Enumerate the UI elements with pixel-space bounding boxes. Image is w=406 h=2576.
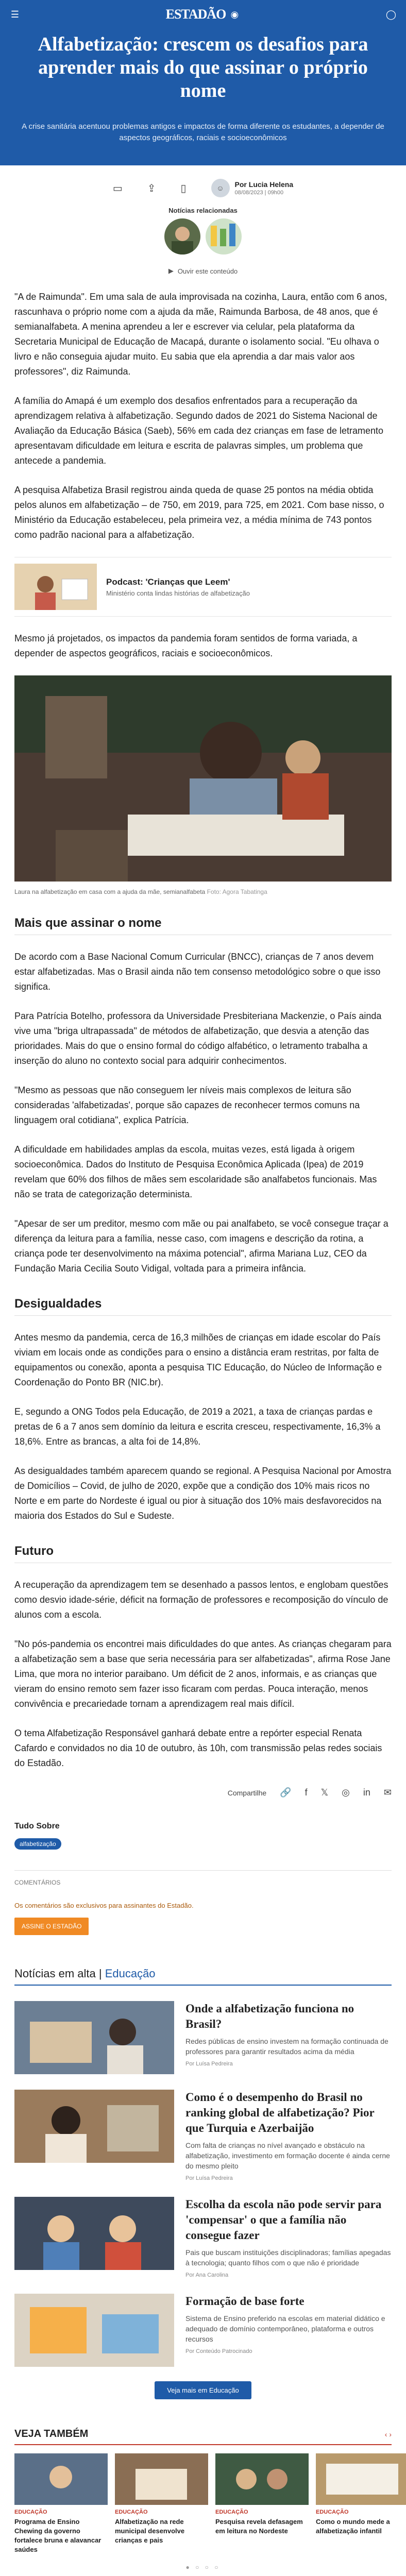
- share-icon[interactable]: ⇪: [147, 182, 156, 194]
- news-desc: Sistema de Ensino preferido na escolas em material didático e adequado de domínio contemporâneo, plataforma e outros recursos: [185, 2314, 385, 2343]
- see-also-title: VEJA TAMBÉM: [14, 2428, 89, 2439]
- card-image: [14, 2453, 108, 2505]
- news-desc: Redes públicas de ensino investem na formação continuada de professores para garantir resultados acima da média: [185, 2037, 388, 2056]
- article-image: [14, 675, 392, 884]
- news-title-prefix: Notícias em alta: [14, 1967, 96, 1980]
- card-tag: EDUCAÇÃO: [316, 2509, 349, 2515]
- news-meta: Por Luísa Pedreira: [185, 2061, 233, 2067]
- news-meta: Por Luísa Pedreira: [185, 2175, 233, 2181]
- tag-chip[interactable]: alfabetização: [14, 1838, 61, 1850]
- author: [211, 179, 294, 197]
- promo-image: [14, 564, 97, 610]
- paragraph: Para Patrícia Botelho, professora da Universidade Presbiteriana Mackenzie, o País ainda vive uma "briga ultrapassada" de métodos de alfabetização, que desvia a atenção das prioridades. Mais do que o ensino formal do código alfabético, o letramento trabalha a inserção do aluno no contexto social para adquirir conhecimentos.: [14, 1011, 382, 1066]
- news-item[interactable]: [14, 2197, 392, 2278]
- card-tag: EDUCAÇÃO: [115, 2509, 148, 2515]
- paragraph: A pesquisa Alfabetiza Brasil registrou ainda queda de quase 25 pontos na média obtida pelos alunos em alfabetização – de 750, em 2019, para 725, em 2021. Com base nisso, o Ministério da Educação estabeleceu, pela primeira vez, a média mínima de 743 pontos como padrão nacional para a alfabetização.: [14, 485, 384, 540]
- logo-text: ESTADÃO: [165, 7, 226, 22]
- news-title-sep: |: [95, 1967, 105, 1980]
- section-heading: Mais que assinar o nome: [14, 916, 392, 935]
- card-image: [115, 2453, 208, 2505]
- linkedin-icon[interactable]: in: [363, 1787, 370, 1798]
- related-image[interactable]: [164, 218, 200, 255]
- paragraph: "Mesmo as pessoas que não conseguem ler níveis mais complexos de leitura são consideradas 'alfabetizadas', porque são capazes de reconhecer termos comuns na linguagem oral cotidiana", explica Patrícia.: [14, 1085, 360, 1125]
- news-thumb: [14, 2090, 174, 2163]
- paragraph: A recuperação da aprendizagem tem se desenhado a passos lentos, e englobam questões como desvio idade-série, déficit na formação de professores e recomposição do vínculo de alunos com a escola.: [14, 1580, 388, 1620]
- e-icon: ◉: [230, 9, 239, 20]
- comments-note: Os comentários são exclusivos para assinantes do Estadão.: [14, 1902, 194, 1909]
- see-also: [14, 2428, 392, 2571]
- card-text: Como o mundo mede a alfabetização infantil: [316, 2518, 390, 2535]
- see-also-card[interactable]: [14, 2453, 108, 2554]
- news-title: Como é o desempenho do Brasil no ranking global de alfabetização? Pior que Turquia e Azerbaijão: [185, 2091, 375, 2134]
- related-image[interactable]: [206, 218, 242, 255]
- section-heading: Desigualdades: [14, 1297, 392, 1316]
- news-section-title: [14, 1967, 392, 1986]
- news-thumb: [14, 2294, 174, 2367]
- comments: [14, 1870, 392, 1935]
- logo[interactable]: [166, 7, 241, 22]
- paragraph: A família do Amapá é um exemplo dos desafios enfrentados para a recuperação da aprendizagem relativa à alfabetização. Segundo dados de 2021 do Sistema Nacional de Avaliação da Educação Básica (Saeb), 56% em cada dez crianças em fase de letramento apresentavam dificuldade em leitura e escrita de palavras simples, um problema que antecede a pandemia.: [14, 396, 384, 466]
- meta-bar: [0, 165, 406, 200]
- news-desc: Pais que buscam instituições disciplinadoras; famílias apegadas à tecnologia; quanto filhos com o que não é prioridade: [185, 2248, 391, 2267]
- paragraph: E, segundo a ONG Todos pela Educação, de 2019 a 2021, a taxa de crianças pardas e pretas de 6 a 7 anos sem domínio da leitura e escrita cresceu, respectivamente, 16,3% a 18,6%. Entre as brancas, a alta foi de 14,8%.: [14, 1406, 381, 1447]
- share-bar: [14, 1787, 392, 1798]
- email-icon[interactable]: ✉: [383, 1787, 392, 1798]
- avatar: ☺: [211, 179, 230, 197]
- paragraph: Antes mesmo da pandemia, cerca de 16,3 milhões de crianças em idade escolar do País viviam em locais onde as condições para o ensino a distância eram restritas, por falta de equipamentos ou conexão, aponta a pesquisa TIC Educação, do Núcleo de Informação e Coordenação do Ponto BR (NIC.br).: [14, 1332, 382, 1387]
- tags-title: Tudo Sobre: [14, 1822, 60, 1831]
- user-icon[interactable]: ◯: [385, 9, 397, 20]
- card-text: Pesquisa revela defasagem em leitura no Nordeste: [215, 2518, 303, 2535]
- hero: [0, 29, 406, 165]
- paragraph: "Apesar de ser um preditor, mesmo com mãe ou pai analfabeto, se você consegue traçar a diferença da leitura para a família, nesse caso, com imagens e descrição da rotina, a criança pode ter desenvolvimento na máxima potencial", afirma Mariana Luz, CEO da Fundação Maria Cecilia Souto Vidigal, voltada para a primeira infância.: [14, 1218, 388, 1274]
- tags: [14, 1822, 392, 1850]
- news-thumb: [14, 2001, 174, 2074]
- paragraph: De acordo com a Base Nacional Comum Curricular (BNCC), crianças de 7 anos devem estar alfabetizadas. Mas o Brasil ainda não tem consenso metodológico sobre o que isso significa.: [14, 952, 381, 992]
- news-item[interactable]: [14, 2090, 392, 2181]
- card-text: Programa de Ensino Chewing da governo fortalece bruna e alavancar saúdes: [14, 2518, 102, 2553]
- author-name: Por Lucia Helena: [234, 180, 294, 189]
- link-icon[interactable]: 🔗: [280, 1787, 292, 1798]
- news-title: Escolha da escola não pode servir para 'compensar' o que a família não consegue fazer: [185, 2198, 382, 2242]
- news-item[interactable]: [14, 2001, 392, 2074]
- caption-credit: Foto: Agora Tabatinga: [207, 888, 267, 895]
- play-icon: ▶: [168, 267, 174, 275]
- author-date: 08/08/2023 | 09h00: [234, 190, 284, 196]
- bookmark-icon[interactable]: ▯: [180, 182, 187, 194]
- related-title: Notícias relacionadas: [168, 207, 238, 214]
- news-title: Onde a alfabetização funciona no Brasil?: [185, 2002, 354, 2030]
- whatsapp-icon[interactable]: ◎: [342, 1787, 350, 1798]
- twitter-icon[interactable]: 𝕏: [320, 1787, 329, 1798]
- top-bar: [0, 0, 406, 29]
- more-news-button[interactable]: Veja mais em Educação: [155, 2381, 251, 2399]
- paragraph: "A de Raimunda". Em uma sala de aula improvisada na cozinha, Laura, então com 6 anos, rascunhava o próprio nome com a ajuda da mãe, Raimunda Barbosa, de 48 anos, que é semianalfabeta. A menina aprendeu a ler e escrever via celular, pela plataforma da Secretaria Municipal de Educação de Macapá, durante o isolamento social. "Eu olhava o livro e não conseguia ajudar muito. Eu sabia que ela aprendia a dar mais valor aos professores", diz Raimunda.: [14, 292, 387, 377]
- share-label: Compartilhe: [227, 1788, 267, 1797]
- card-text: Alfabetização na rede municipal desenvolve crianças e pais: [115, 2518, 185, 2544]
- paragraph: O tema Alfabetização Responsável ganhará debate entre a repórter especial Renata Cafardo e convidados no dia 10 de outubro, às 10h, com transmissão pelas redes sociais do Estadão.: [14, 1728, 382, 1768]
- comment-icon[interactable]: ▭: [112, 182, 123, 194]
- menu-icon[interactable]: ☰: [10, 9, 20, 20]
- section-heading: Futuro: [14, 1544, 392, 1563]
- article-body: [7, 290, 399, 2576]
- see-also-card[interactable]: [316, 2453, 406, 2554]
- news-meta: Por Conteúdo Patrocinado: [185, 2348, 252, 2354]
- card-tag: EDUCAÇÃO: [215, 2509, 248, 2515]
- news-thumb: [14, 2197, 174, 2270]
- news-title: Formação de base forte: [185, 2295, 304, 2308]
- podcast-promo[interactable]: [14, 557, 392, 617]
- audio-player[interactable]: [0, 267, 406, 275]
- image-caption: [14, 888, 392, 895]
- promo-title: Podcast: 'Crianças que Leem': [106, 577, 230, 587]
- caption-text: Laura na alfabetização em casa com a ajuda da mãe, semianalfabeta: [14, 888, 206, 895]
- facebook-icon[interactable]: f: [304, 1787, 308, 1798]
- see-also-card[interactable]: [215, 2453, 309, 2554]
- news-title-section[interactable]: Educação: [105, 1967, 156, 1980]
- paragraph: Mesmo já projetados, os impactos da pandemia foram sentidos de forma variada, a depender de aspectos geográficos, raciais e socioeconômicos.: [14, 633, 358, 658]
- carousel-arrows-icon[interactable]: ‹ ›: [384, 2430, 392, 2438]
- card-image: [215, 2453, 309, 2505]
- article-title: Alfabetização: crescem os desafios para aprender mais do que assinar o próprio nome: [38, 33, 368, 101]
- news-meta: Por Ana Carolina: [185, 2272, 229, 2278]
- card-tag: EDUCAÇÃO: [14, 2509, 47, 2515]
- promo-subtitle: Ministério conta lindas histórias de alfabetização: [106, 589, 250, 597]
- audio-label: Ouvir este conteúdo: [177, 267, 238, 275]
- comments-label: COMENTÁRIOS: [14, 1879, 61, 1886]
- paragraph: A dificuldade em habilidades amplas da escola, muitas vezes, está ligada à origem socioeconômica. Dados do Instituto de Pesquisa Econômica Aplicada (Ipea) de 2019 revelam que 60% dos filhos de mães sem escolaridade são analfabetos funcionais. Mas não se trata de categorização determinista.: [14, 1144, 377, 1199]
- news-item[interactable]: [14, 2294, 392, 2367]
- card-image: [316, 2453, 406, 2505]
- paragraph: "No pós-pandemia os encontrei mais dificuldades do que antes. As crianças chegaram para a alfabetização sem a base que seria necessária para ser alfabetizadas", afirma Rose Jane Lima, que mora no interior paraibano. Um déficit de 2 anos, informais, e as crianças que vieram do ensino remoto sem fazer isso ficaram com perdas. Pouca interação, menos convivência e precariedade tornam a aprendizagem real mais difícil.: [14, 1639, 392, 1709]
- news-desc: Com falta de crianças no nível avançado e obstáculo na alfabetização, investimento em formação docente é ainda cerne do mesmo pleito: [185, 2141, 390, 2170]
- paragraph: As desigualdades também aparecem quando se regional. A Pesquisa Nacional por Amostra de Domicílios – Covid, de julho de 2020, expõe que a condição dos 10% mais ricos no Norte e em parte do Nordeste é igual ou pior à situação dos 10% mais desfavorecidos na maioria dos Estados do Sul e Sudeste.: [14, 1466, 392, 1521]
- related-news: [151, 207, 255, 255]
- subscribe-button[interactable]: ASSINE O ESTADÃO: [14, 1918, 89, 1935]
- article-subtitle: A crise sanitária acentuou problemas antigos e impactos de forma diferente os estudantes, a depender de aspectos geográficos, raciais e socioeconômicos: [22, 122, 384, 142]
- carousel-dots[interactable]: ● ○ ○ ○: [185, 2564, 221, 2571]
- see-also-card[interactable]: [115, 2453, 208, 2554]
